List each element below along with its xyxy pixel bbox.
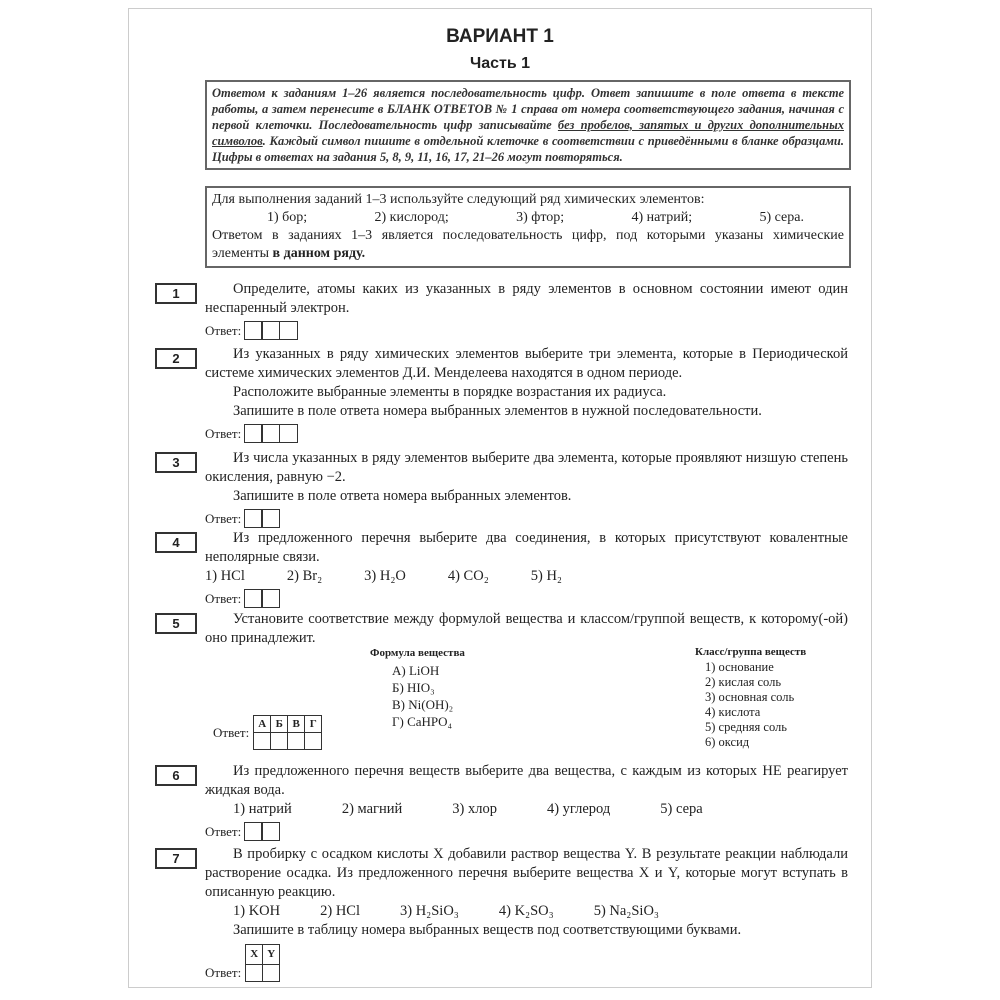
answer-cell[interactable] <box>254 733 271 750</box>
column-letter: Y <box>263 945 280 965</box>
answer-cell[interactable] <box>261 509 280 528</box>
class-item: 2) кислая соль <box>705 675 782 689</box>
class-item: 1) основание <box>705 660 774 674</box>
option-item: 5) H₂ <box>530 568 562 584</box>
question-number: 3 <box>155 452 197 473</box>
variant-title: ВАРИАНТ 1 <box>446 26 554 47</box>
instructions-box <box>205 80 851 170</box>
answer-cell[interactable] <box>263 965 280 982</box>
question-text: Из числа указанных в ряду элементов выберите два элемента, которые проявляют низшую степень окисления, равную −2. <box>205 450 848 485</box>
answer-cell[interactable] <box>244 424 263 443</box>
answer-label: Ответ: <box>205 591 242 606</box>
column-letter: Г <box>305 716 322 733</box>
question-text: В пробирку с осадком кислоты X добавили раствор вещества Y. В результате реакции наблюдали растворение осадка. Из предложенного перечня выберите вещества X и Y, которые могут вступать в описанную реакцию. <box>205 846 848 900</box>
formula-item: Б) HIO₃ <box>392 680 435 695</box>
answer-field <box>205 509 848 528</box>
question-text: Запишите в таблицу номера выбранных веществ под соответствующими буквами. <box>233 922 742 938</box>
answer-cell[interactable] <box>244 822 263 841</box>
answer-field <box>205 589 848 608</box>
options-list <box>205 567 848 586</box>
question-text: Из предложенного перечня веществ выберите два вещества, с каждым из которых НЕ реагирует жидкая вода. <box>205 763 848 798</box>
formula-item: В) Ni(OH)₂ <box>392 697 454 712</box>
option-item: 1) натрий <box>233 801 292 817</box>
question-text: Запишите в поле ответа номера выбранных элементов. <box>233 488 572 504</box>
elements-note-bold: в данном ряду. <box>272 246 366 261</box>
answer-cell[interactable] <box>244 509 263 528</box>
answer-label: Ответ: <box>205 824 242 839</box>
column-header: Формула вещества <box>370 647 465 659</box>
answer-label: Ответ: <box>205 511 242 526</box>
question-text: Из указанных в ряду химических элементов выберите три элемента, которые в Периодической системе химических элементов Д.И. Менделеева находятся в одном периоде. <box>205 346 848 381</box>
formula-column <box>370 645 465 730</box>
option-item: 1) KOH <box>233 903 281 919</box>
formula-item: А) LiOH <box>392 663 440 678</box>
options-list <box>205 902 848 921</box>
question-1 <box>205 280 848 340</box>
instructions-text-end: . Каждый символ пишите в отдельной клеточке в соответствии с приведёнными в бланке образцами. Цифры в ответах на задания 5, 8, 9, 11, 16, 17, 21–26 могут повторяться. <box>212 134 844 164</box>
options-list <box>205 800 848 819</box>
answer-field <box>205 424 848 443</box>
answer-field <box>205 944 848 982</box>
answer-cell[interactable] <box>305 733 322 750</box>
class-column <box>695 645 806 750</box>
option-item: 2) Br₂ <box>286 568 323 584</box>
option-item: 4) K₂SO₃ <box>498 903 554 919</box>
answer-cell[interactable] <box>279 321 298 340</box>
class-item: 3) основная соль <box>705 690 795 704</box>
option-item: 3) H₂SiO₃ <box>400 903 459 919</box>
question-6 <box>205 762 848 841</box>
element-item: 3) фтор; <box>516 210 565 225</box>
answer-field <box>213 715 322 750</box>
instructions-underlined: без пробелов, запятых и других дополнительных символов <box>212 118 844 148</box>
question-5 <box>205 610 848 648</box>
answer-cell[interactable] <box>261 589 280 608</box>
answer-field <box>205 321 848 340</box>
class-item: 6) оксид <box>705 735 750 749</box>
answer-label: Ответ: <box>205 323 242 338</box>
elements-list <box>212 209 844 227</box>
column-header: Класс/группа веществ <box>695 646 807 658</box>
option-item: 4) углерод <box>546 801 611 817</box>
answer-cell[interactable] <box>244 589 263 608</box>
answer-cell[interactable] <box>288 733 305 750</box>
column-letter: Б <box>271 716 288 733</box>
answer-field <box>205 822 848 841</box>
class-item: 5) средняя соль <box>705 720 787 734</box>
question-text: Запишите в поле ответа номера выбранных элементов в нужной последовательности. <box>233 403 762 419</box>
question-number: 7 <box>155 848 197 869</box>
option-item: 2) HCl <box>320 903 360 919</box>
instructions-text: Ответом к заданиям 1–26 является последовательность цифр. Ответ запишите в поле ответа в тексте работы, а затем перенесите в БЛАНК ОТВЕТОВ № 1 справа от номера соответствующего задания, начиная с первой клеточки. Последовательность цифр записывайте <box>212 86 844 132</box>
part-title: Часть 1 <box>469 55 531 72</box>
question-text: Определите, атомы каких из указанных в ряду элементов в основном состоянии имеют один неспаренный электрон. <box>205 281 848 316</box>
column-letter: В <box>288 716 305 733</box>
column-letter: А <box>254 716 271 733</box>
question-number: 4 <box>155 532 197 553</box>
answer-cell[interactable] <box>244 321 263 340</box>
element-item: 4) натрий; <box>631 210 693 225</box>
answer-label: Ответ: <box>205 964 242 980</box>
question-number: 6 <box>155 765 197 786</box>
answer-cell[interactable] <box>271 733 288 750</box>
question-text: Расположите выбранные элементы в порядке возрастания их радиуса. <box>233 384 667 400</box>
element-item: 2) кислород; <box>374 210 449 225</box>
option-item: 2) магний <box>341 801 403 817</box>
question-3 <box>205 449 848 528</box>
elements-note: Ответом в заданиях 1–3 является последовательность цифр, под которыми указаны химические элементы <box>212 228 844 261</box>
question-7 <box>205 845 848 982</box>
question-number: 5 <box>155 613 197 634</box>
elements-intro: Для выполнения заданий 1–3 используйте следующий ряд химических элементов: <box>212 192 705 207</box>
question-number: 2 <box>155 348 197 369</box>
column-letter: X <box>246 945 263 965</box>
answer-label: Ответ: <box>205 426 242 441</box>
class-item: 4) кислота <box>705 705 761 719</box>
question-4 <box>205 529 848 608</box>
answer-cell[interactable] <box>246 965 263 982</box>
question-number: 1 <box>155 283 197 304</box>
element-item: 5) сера. <box>759 210 804 225</box>
answer-cell[interactable] <box>261 822 280 841</box>
question-text: Из предложенного перечня выберите два соединения, в которых присутствуют ковалентные неполярные связи. <box>205 530 848 565</box>
option-item: 5) сера <box>660 801 703 817</box>
question-2 <box>205 345 848 443</box>
answer-cell[interactable] <box>261 424 280 443</box>
answer-table <box>253 715 322 750</box>
option-item: 5) Na₂SiO₃ <box>593 903 659 919</box>
answer-table <box>245 944 280 982</box>
formula-item: Г) CaHPO₄ <box>392 714 453 729</box>
answer-label: Ответ: <box>213 724 250 740</box>
option-item: 3) H₂O <box>364 568 406 584</box>
element-item: 1) бор; <box>267 210 308 225</box>
option-item: 1) HCl <box>205 568 245 584</box>
answer-cell[interactable] <box>279 424 298 443</box>
question-text: Установите соответствие между формулой вещества и классом/группой веществ, к которому(-ой) оно принадлежит. <box>205 611 848 646</box>
option-item: 3) хлор <box>452 801 497 817</box>
elements-box <box>205 186 851 268</box>
answer-cell[interactable] <box>261 321 280 340</box>
option-item: 4) CO₂ <box>447 568 489 584</box>
